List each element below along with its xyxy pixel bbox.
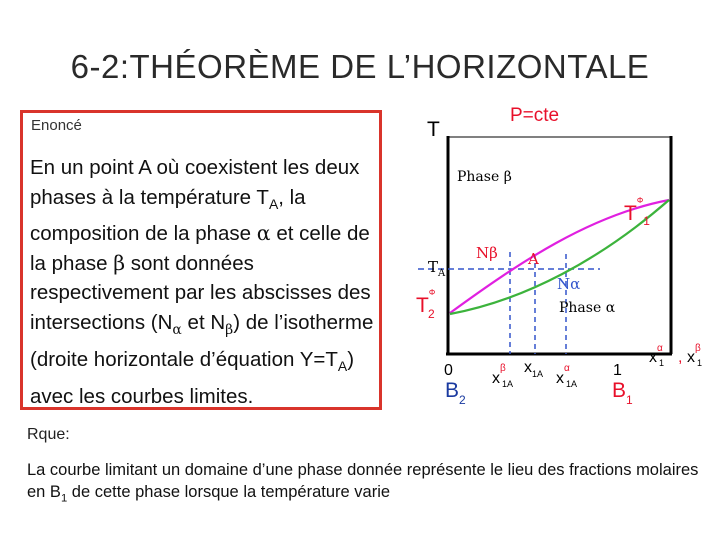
statement-text: En un point A où coexistent les deux phases à la température $T_A$, la composition de la phase α et celle de la phase β sont données respectivement par les abscisses des intersections ($N_\alpha$ et $N_\beta$) de l’isotherme (droite horizontale d’équation $Y=T_A$) avec les courbes limites. [30, 156, 374, 408]
n-alpha-label: Nα [557, 275, 581, 293]
slide-title: 6-2:THÉORÈME DE L’HORIZONTALE [70, 48, 650, 85]
x-alpha-1-label: $x^\alpha$ 1 [649, 343, 665, 368]
ta-label: $T_A$ [428, 258, 446, 279]
x-1a-label: $x_{1A}$ [524, 359, 544, 379]
x-alpha-1a-label: $x^\alpha$ 1A [556, 363, 578, 389]
b1-label: $B_1$ [612, 379, 633, 407]
statement-label: Enoncé [31, 117, 82, 134]
comma-separator: , [678, 349, 683, 366]
x-one-label: 1 [613, 362, 622, 379]
b2-label: $B_2$ [445, 379, 466, 407]
remark-text: La courbe limitant un domaine d’une phase donnée représente le lieu des fractions molaires en $B_1$ de cette phase lorsque la température varie [27, 461, 699, 505]
n-beta-label: Nβ [476, 244, 498, 262]
t-axis-label: T [427, 118, 440, 141]
point-a-label: A [528, 250, 539, 268]
x-zero-label: 0 [444, 362, 453, 379]
x-beta-1-label: $x^\beta$ 1 [687, 343, 703, 368]
x-beta-1a-label: $x^\beta$ 1A [492, 363, 514, 389]
t1-label: $T^\Phi_1$ [624, 196, 650, 228]
t2-label: $T^\Phi$ 2 [416, 288, 436, 321]
phase-alpha-label: Phase α [559, 300, 616, 316]
remark-label: Rque: [27, 426, 70, 443]
pressure-label: P=cte [510, 105, 560, 126]
phase-beta-label: Phase β [457, 169, 512, 185]
